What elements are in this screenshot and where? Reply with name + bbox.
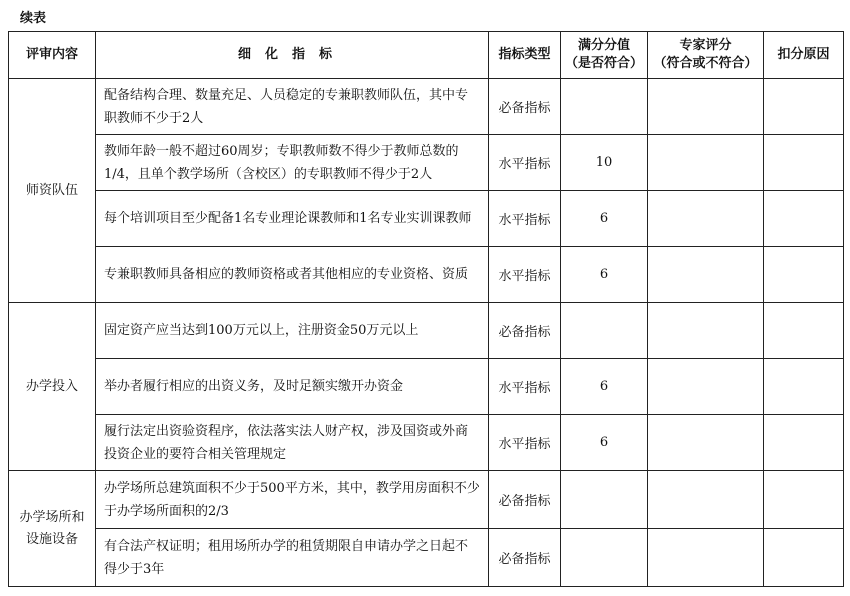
deduct-reason-cell[interactable] <box>764 79 844 135</box>
detail-cell: 举办者履行相应的出资义务，及时足额实缴开办资金 <box>96 359 489 415</box>
table-row <box>9 303 844 359</box>
detail-cell: 专兼职教师具备相应的教师资格或者其他相应的专业资格、资质 <box>96 247 489 303</box>
expert-score-cell[interactable] <box>648 191 764 247</box>
type-cell: 必备指标 <box>489 303 561 359</box>
header-score <box>561 32 648 79</box>
expert-score-cell[interactable] <box>648 247 764 303</box>
type-cell: 水平指标 <box>489 415 561 471</box>
section-facilities-line1: 办学场所和 <box>19 509 85 525</box>
section-investment: 办学投入 <box>9 303 96 471</box>
header-expert <box>648 32 764 79</box>
header-expert-line2: （符合或不符合） <box>653 56 758 71</box>
expert-score-cell[interactable] <box>648 359 764 415</box>
table-caption: 续表 <box>20 11 47 26</box>
deduct-reason-cell[interactable] <box>764 359 844 415</box>
expert-score-cell[interactable] <box>648 415 764 471</box>
section-facilities <box>9 471 96 587</box>
score-cell <box>561 529 648 587</box>
expert-score-cell[interactable] <box>648 135 764 191</box>
detail-cell: 教师年龄一般不超过60周岁；专职教师数不得少于教师总数的1/4，且单个教学场所（含校区）的专职教师不得少于2人 <box>96 135 489 191</box>
header-detail: 细化指标 <box>96 32 489 79</box>
detail-cell: 办学场所总建筑面积不少于500平方米，其中，教学用房面积不少于办学场所面积的2/3 <box>96 471 489 529</box>
table-row <box>9 359 844 415</box>
deduct-reason-cell[interactable] <box>764 303 844 359</box>
table-row <box>9 191 844 247</box>
table-row <box>9 529 844 587</box>
header-content: 评审内容 <box>9 32 96 79</box>
header-deduct: 扣分原因 <box>764 32 844 79</box>
table-row <box>9 415 844 471</box>
header-row <box>9 32 844 79</box>
table-row <box>9 247 844 303</box>
deduct-reason-cell[interactable] <box>764 135 844 191</box>
header-expert-line1: 专家评分 <box>679 38 732 53</box>
detail-cell: 固定资产应当达到100万元以上，注册资金50万元以上 <box>96 303 489 359</box>
deduct-reason-cell[interactable] <box>764 529 844 587</box>
expert-score-cell[interactable] <box>648 529 764 587</box>
type-cell: 必备指标 <box>489 79 561 135</box>
type-cell: 必备指标 <box>489 471 561 529</box>
score-cell: 6 <box>561 415 648 471</box>
score-cell: 10 <box>561 135 648 191</box>
detail-cell: 履行法定出资验资程序，依法落实法人财产权，涉及国资或外商投资企业的要符合相关管理规定 <box>96 415 489 471</box>
score-cell: 6 <box>561 359 648 415</box>
score-cell <box>561 471 648 529</box>
detail-cell: 有合法产权证明；租用场所办学的租赁期限自申请办学之日起不得少于3年 <box>96 529 489 587</box>
expert-score-cell[interactable] <box>648 79 764 135</box>
section-facilities-line2: 设施设备 <box>25 531 78 547</box>
deduct-reason-cell[interactable] <box>764 471 844 529</box>
score-cell: 6 <box>561 247 648 303</box>
type-cell: 水平指标 <box>489 247 561 303</box>
type-cell: 水平指标 <box>489 135 561 191</box>
header-score-line2: （是否符合） <box>564 56 643 71</box>
table-row <box>9 471 844 529</box>
type-cell: 水平指标 <box>489 359 561 415</box>
expert-score-cell[interactable] <box>648 303 764 359</box>
detail-cell: 每个培训项目至少配备1名专业理论课教师和1名专业实训课教师 <box>96 191 489 247</box>
table-row <box>9 79 844 135</box>
expert-score-cell[interactable] <box>648 471 764 529</box>
header-score-line1: 满分分值 <box>577 38 630 53</box>
score-cell <box>561 303 648 359</box>
type-cell: 必备指标 <box>489 529 561 587</box>
deduct-reason-cell[interactable] <box>764 247 844 303</box>
deduct-reason-cell[interactable] <box>764 415 844 471</box>
table-row <box>9 135 844 191</box>
detail-cell: 配备结构合理、数量充足、人员稳定的专兼职教师队伍，其中专职教师不少于2人 <box>96 79 489 135</box>
score-cell: 6 <box>561 191 648 247</box>
score-cell <box>561 79 648 135</box>
header-type: 指标类型 <box>489 32 561 79</box>
type-cell: 水平指标 <box>489 191 561 247</box>
section-teachers: 师资队伍 <box>9 79 96 303</box>
deduct-reason-cell[interactable] <box>764 191 844 247</box>
review-table <box>8 31 844 587</box>
